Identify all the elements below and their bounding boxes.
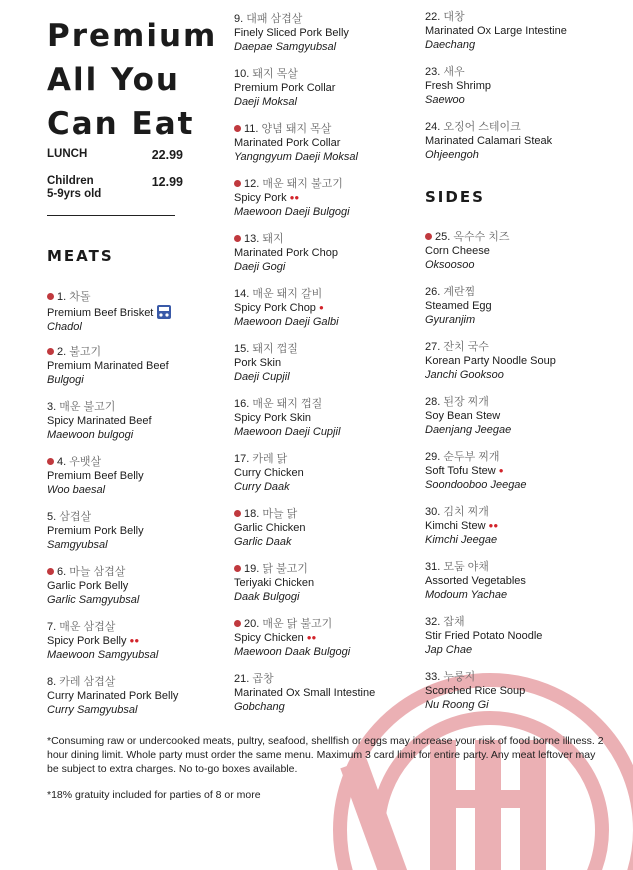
item-romanized-name: Jap Chae — [425, 644, 473, 656]
meat-item — [47, 400, 237, 442]
item-english-name-line — [425, 134, 615, 148]
premium-badge-icon — [234, 620, 241, 627]
item-english-name: Pork Skin — [234, 357, 282, 369]
item-english-name: Spicy Marinated Beef — [47, 415, 152, 427]
item-english-name: Stir Fried Potato Noodle — [425, 630, 543, 642]
item-number-line — [47, 510, 237, 524]
item-english-name: Spicy Pork — [234, 192, 287, 204]
item-number-line — [47, 400, 237, 414]
item-romanized-name: Maewoon Samgyubsal — [47, 649, 159, 661]
premium-badge-icon — [47, 348, 54, 355]
item-number-line — [234, 122, 424, 136]
spicy-level-icon: ●● — [306, 633, 317, 642]
item-romanized-name: Maewoon bulgogi — [47, 429, 134, 441]
title-line-2: All You — [47, 62, 181, 98]
item-number: 3. — [47, 401, 57, 413]
item-english-name-line — [234, 81, 424, 95]
item-english-name: Kimchi Stew — [425, 520, 486, 532]
item-romanized-name: Maewoon Daeji Cupjil — [234, 426, 341, 438]
item-english-name: Steamed Egg — [425, 300, 492, 312]
meat-item — [234, 617, 424, 659]
item-romanized-name: Saewoo — [425, 94, 465, 106]
item-number: 6. — [57, 566, 67, 578]
item-korean-name: 대창 — [443, 11, 465, 23]
item-korean-name: 대패 삼겹살 — [246, 13, 303, 25]
premium-badge-icon — [234, 125, 241, 132]
item-number: 31. — [425, 561, 441, 573]
spicy-level-icon: ●● — [289, 193, 300, 202]
item-korean-name: 계란찜 — [443, 286, 476, 298]
item-korean-name: 매운 돼지 껍질 — [252, 398, 323, 410]
item-number-line — [425, 395, 615, 409]
item-english-name-line — [425, 79, 615, 93]
item-romanized-name: Samgyubsal — [47, 539, 108, 551]
item-english-name: Korean Party Noodle Soup — [425, 355, 556, 367]
side-item — [425, 560, 615, 602]
item-romanized-name: Janchi Gooksoo — [425, 369, 504, 381]
item-english-name: Marinated Ox Small Intestine — [234, 687, 376, 699]
meat-item — [234, 177, 424, 219]
item-romanized-name: Modoum Yachae — [425, 589, 508, 601]
item-number: 11. — [244, 123, 259, 135]
item-number: 1. — [57, 291, 67, 303]
item-korean-name: 삼겹살 — [59, 511, 92, 523]
item-korean-name: 곱창 — [252, 673, 274, 685]
item-english-name: Teriyaki Chicken — [234, 577, 315, 589]
item-romanized-name: Ohjeengoh — [425, 149, 479, 161]
item-korean-name: 매운 불고기 — [59, 401, 116, 413]
item-english-name-line — [234, 356, 424, 370]
item-number: 4. — [57, 456, 67, 468]
meat-item — [234, 452, 424, 494]
item-number-line — [425, 285, 615, 299]
premium-badge-icon — [425, 233, 432, 240]
item-number: 23. — [425, 66, 441, 78]
meat-item — [234, 122, 424, 164]
item-english-name-line — [234, 136, 424, 150]
item-english-name-line — [47, 689, 237, 703]
side-item — [425, 670, 615, 712]
meat-item — [234, 12, 424, 54]
item-english-name-line — [234, 576, 424, 590]
item-korean-name: 옥수수 치즈 — [453, 231, 510, 243]
item-romanized-name: Garlic Samgyubsal — [47, 594, 140, 606]
side-item — [425, 395, 615, 437]
item-english-name: Marinated Pork Chop — [234, 247, 338, 259]
item-korean-name: 양념 돼지 목살 — [261, 123, 332, 135]
item-number: 28. — [425, 396, 441, 408]
item-english-name: Marinated Pork Collar — [234, 137, 341, 149]
item-number: 10. — [234, 68, 250, 80]
meat-item — [47, 565, 237, 607]
item-english-name: Fresh Shrimp — [425, 80, 492, 92]
item-english-name-line — [47, 469, 237, 483]
item-english-name: Premium Pork Belly — [47, 525, 144, 537]
item-english-name: Premium Pork Collar — [234, 82, 336, 94]
item-korean-name: 마늘 닭 — [262, 508, 298, 520]
item-romanized-name: Bulgogi — [47, 374, 84, 386]
premium-badge-icon — [47, 293, 54, 300]
item-number: 25. — [435, 231, 451, 243]
item-number-line — [47, 290, 237, 304]
item-number: 19. — [244, 563, 260, 575]
item-number-line — [425, 670, 615, 684]
item-english-name-line — [47, 414, 237, 428]
item-romanized-name: Nu Roong Gi — [425, 699, 489, 711]
price-label: LUNCH — [47, 148, 88, 160]
item-number-line — [234, 232, 424, 246]
item-number-line — [234, 12, 424, 26]
meat-item — [234, 67, 424, 109]
item-english-name: Premium Beef Belly — [47, 470, 144, 482]
divider — [47, 215, 175, 216]
title-line-1: Premium — [47, 18, 218, 54]
side-item — [425, 450, 615, 492]
item-english-name-line — [425, 24, 615, 38]
item-number-line — [234, 397, 424, 411]
meat-item — [425, 120, 615, 162]
item-number: 30. — [425, 506, 441, 518]
item-number: 8. — [47, 676, 57, 688]
menu-title — [47, 14, 217, 146]
item-english-name-line — [425, 519, 615, 533]
item-english-name-line — [425, 629, 615, 643]
item-romanized-name: Daeji Gogi — [234, 261, 286, 273]
item-number-line — [425, 615, 615, 629]
item-number: 5. — [47, 511, 57, 523]
item-korean-name: 카레 삼겹살 — [59, 676, 116, 688]
item-english-name-line — [234, 411, 424, 425]
title-line-3: Can Eat — [47, 106, 195, 142]
item-korean-name: 누룽지 — [443, 671, 476, 683]
item-english-name: Marinated Calamari Steak — [425, 135, 553, 147]
item-korean-name: 카레 닭 — [252, 453, 288, 465]
meat-item — [234, 287, 424, 329]
item-number: 7. — [47, 621, 57, 633]
item-english-name-line — [234, 191, 424, 205]
item-korean-name: 매운 돼지 불고기 — [262, 178, 343, 190]
side-item — [425, 340, 615, 382]
price-label: Children 5-9yrs old — [47, 175, 102, 200]
item-number-line — [425, 120, 615, 134]
item-korean-name: 잡채 — [443, 616, 465, 628]
item-english-name: Spicy Pork Skin — [234, 412, 312, 424]
item-english-name: Corn Cheese — [425, 245, 490, 257]
item-korean-name: 돼지 — [262, 233, 284, 245]
item-korean-name: 우뱃살 — [69, 456, 102, 468]
item-number-line — [47, 455, 237, 469]
item-number: 21. — [234, 673, 250, 685]
item-english-name: Spicy Pork Belly — [47, 635, 127, 647]
item-number: 12. — [244, 178, 260, 190]
item-korean-name: 모둠 야채 — [443, 561, 489, 573]
side-item — [425, 285, 615, 327]
meat-item — [234, 397, 424, 439]
item-romanized-name: Daechang — [425, 39, 476, 51]
item-romanized-name: Maewoon Daeji Galbi — [234, 316, 339, 328]
item-english-name: Soy Bean Stew — [425, 410, 501, 422]
meat-item — [234, 342, 424, 384]
item-romanized-name: Woo baesal — [47, 484, 106, 496]
premium-badge-icon — [47, 568, 54, 575]
item-romanized-name: Maewoon Daak Bulgogi — [234, 646, 351, 658]
section-heading-sides: SIDES — [425, 188, 485, 206]
meat-item — [47, 290, 237, 334]
spicy-level-icon: ●● — [129, 636, 140, 645]
premium-badge-icon — [234, 235, 241, 242]
item-korean-name: 마늘 삼겹살 — [69, 566, 126, 578]
item-english-name: Soft Tofu Stew — [425, 465, 496, 477]
item-romanized-name: Soondooboo Jeegae — [425, 479, 527, 491]
item-romanized-name: Daak Bulgogi — [234, 591, 300, 603]
item-english-name-line — [425, 244, 615, 258]
item-number: 26. — [425, 286, 441, 298]
price-amount: 22.99 — [151, 148, 183, 162]
footnote: *Consuming raw or undercooked meats, pultry, seafood, shellfish or eggs may increase your risk of food borne illness. 2 hour dining limit. Whole party must order the same menu. Maximum 3 card limit for entire party. Any meat leftover may be subject to extra charges. No to-go boxes available. — [47, 735, 604, 775]
item-number-line — [234, 452, 424, 466]
item-english-name: Premium Beef Brisket — [47, 307, 154, 319]
item-english-name-line — [47, 524, 237, 538]
meat-item — [47, 620, 237, 662]
item-number-line — [425, 560, 615, 574]
item-romanized-name: Maewoon Daeji Bulgogi — [234, 206, 350, 218]
item-english-name-line — [425, 574, 615, 588]
item-number: 27. — [425, 341, 441, 353]
item-number: 33. — [425, 671, 441, 683]
item-korean-name: 새우 — [443, 66, 465, 78]
item-number: 15. — [234, 343, 250, 355]
item-romanized-name: Daepae Samgyubsal — [234, 41, 337, 53]
item-number-line — [234, 67, 424, 81]
item-number-line — [425, 65, 615, 79]
item-korean-name: 매운 돼지 갈비 — [252, 288, 323, 300]
item-number-line — [234, 672, 424, 686]
item-number-line — [234, 177, 424, 191]
item-korean-name: 김치 찌개 — [443, 506, 489, 518]
best-seller-icon — [156, 304, 172, 320]
meat-item — [47, 345, 237, 387]
item-korean-name: 오징어 스테이크 — [443, 121, 521, 133]
meat-item — [234, 672, 424, 714]
item-number: 20. — [244, 618, 260, 630]
item-number: 22. — [425, 11, 441, 23]
premium-badge-icon — [234, 180, 241, 187]
item-english-name: Curry Marinated Pork Belly — [47, 690, 179, 702]
item-english-name-line — [234, 26, 424, 40]
item-english-name-line — [425, 299, 615, 313]
spicy-level-icon: ●● — [488, 521, 499, 530]
item-english-name: Scorched Rice Soup — [425, 685, 526, 697]
item-number-line — [425, 340, 615, 354]
item-korean-name: 돼지 목살 — [252, 68, 298, 80]
item-korean-name: 불고기 — [69, 346, 102, 358]
item-romanized-name: Curry Samgyubsal — [47, 704, 138, 716]
item-english-name-line — [47, 634, 237, 648]
item-romanized-name: Daenjang Jeegae — [425, 424, 512, 436]
item-romanized-name: Gobchang — [234, 701, 285, 713]
item-english-name-line — [425, 409, 615, 423]
item-english-name-line — [47, 579, 237, 593]
side-item — [425, 615, 615, 657]
item-number-line — [47, 675, 237, 689]
item-korean-name: 돼지 껍질 — [252, 343, 298, 355]
gratuity-note: *18% gratuity included for parties of 8 or more — [47, 789, 261, 801]
item-romanized-name: Oksoosoo — [425, 259, 475, 271]
meat-item — [47, 675, 237, 717]
item-korean-name: 차돌 — [69, 291, 91, 303]
meat-item — [47, 510, 237, 552]
item-english-name-line — [234, 466, 424, 480]
item-english-name: Finely Sliced Pork Belly — [234, 27, 349, 39]
item-english-name: Spicy Chicken — [234, 632, 304, 644]
meat-item — [425, 10, 615, 52]
item-english-name-line — [47, 304, 237, 320]
premium-badge-icon — [47, 458, 54, 465]
item-romanized-name: Kimchi Jeegae — [425, 534, 498, 546]
item-english-name: Assorted Vegetables — [425, 575, 526, 587]
item-romanized-name: Curry Daak — [234, 481, 290, 493]
item-english-name-line — [234, 521, 424, 535]
section-heading-meats: MEATS — [47, 247, 114, 265]
item-english-name-line — [47, 359, 237, 373]
item-number-line — [47, 565, 237, 579]
item-romanized-name: Garlic Daak — [234, 536, 292, 548]
item-romanized-name: Daeji Cupjil — [234, 371, 290, 383]
meat-item — [234, 232, 424, 274]
item-korean-name: 매운 삼겹살 — [59, 621, 116, 633]
item-number-line — [234, 342, 424, 356]
item-english-name: Premium Marinated Beef — [47, 360, 169, 372]
meat-item — [234, 562, 424, 604]
item-english-name: Garlic Pork Belly — [47, 580, 129, 592]
item-number-line — [425, 505, 615, 519]
item-number: 17. — [234, 453, 250, 465]
item-english-name: Spicy Pork Chop — [234, 302, 316, 314]
item-korean-name: 닭 불고기 — [262, 563, 308, 575]
item-number: 9. — [234, 13, 244, 25]
item-romanized-name: Gyuranjim — [425, 314, 476, 326]
item-romanized-name: Chadol — [47, 321, 82, 333]
item-number-line — [234, 507, 424, 521]
item-english-name: Marinated Ox Large Intestine — [425, 25, 567, 37]
meat-item — [47, 455, 237, 497]
item-number-line — [234, 287, 424, 301]
item-english-name-line — [234, 686, 424, 700]
price-amount: 12.99 — [151, 175, 183, 189]
item-english-name-line — [234, 631, 424, 645]
meat-item — [234, 507, 424, 549]
item-number-line — [425, 230, 615, 244]
item-number-line — [234, 617, 424, 631]
item-number: 18. — [244, 508, 260, 520]
item-korean-name: 매운 닭 불고기 — [262, 618, 333, 630]
item-romanized-name: Daeji Moksal — [234, 96, 297, 108]
item-number: 2. — [57, 346, 67, 358]
item-number: 29. — [425, 451, 441, 463]
item-number: 32. — [425, 616, 441, 628]
item-number: 13. — [244, 233, 260, 245]
item-english-name-line — [425, 684, 615, 698]
meat-item — [425, 65, 615, 107]
side-item — [425, 505, 615, 547]
item-number-line — [47, 620, 237, 634]
item-number-line — [234, 562, 424, 576]
item-korean-name: 순두부 찌개 — [443, 451, 500, 463]
premium-badge-icon — [234, 565, 241, 572]
item-english-name-line — [425, 354, 615, 368]
spicy-level-icon: ● — [498, 466, 504, 475]
item-romanized-name: Yangngyum Daeji Moksal — [234, 151, 358, 163]
spicy-level-icon: ● — [318, 303, 324, 312]
item-number-line — [425, 450, 615, 464]
side-item — [425, 230, 615, 272]
item-number-line — [425, 10, 615, 24]
item-english-name-line — [234, 301, 424, 315]
item-english-name: Curry Chicken — [234, 467, 304, 479]
item-number: 14. — [234, 288, 250, 300]
item-korean-name: 된장 찌개 — [443, 396, 489, 408]
item-number: 24. — [425, 121, 441, 133]
item-number: 16. — [234, 398, 250, 410]
item-number-line — [47, 345, 237, 359]
premium-badge-icon — [234, 510, 241, 517]
item-english-name: Garlic Chicken — [234, 522, 306, 534]
item-english-name-line — [234, 246, 424, 260]
item-korean-name: 잔치 국수 — [443, 341, 489, 353]
item-english-name-line — [425, 464, 615, 478]
